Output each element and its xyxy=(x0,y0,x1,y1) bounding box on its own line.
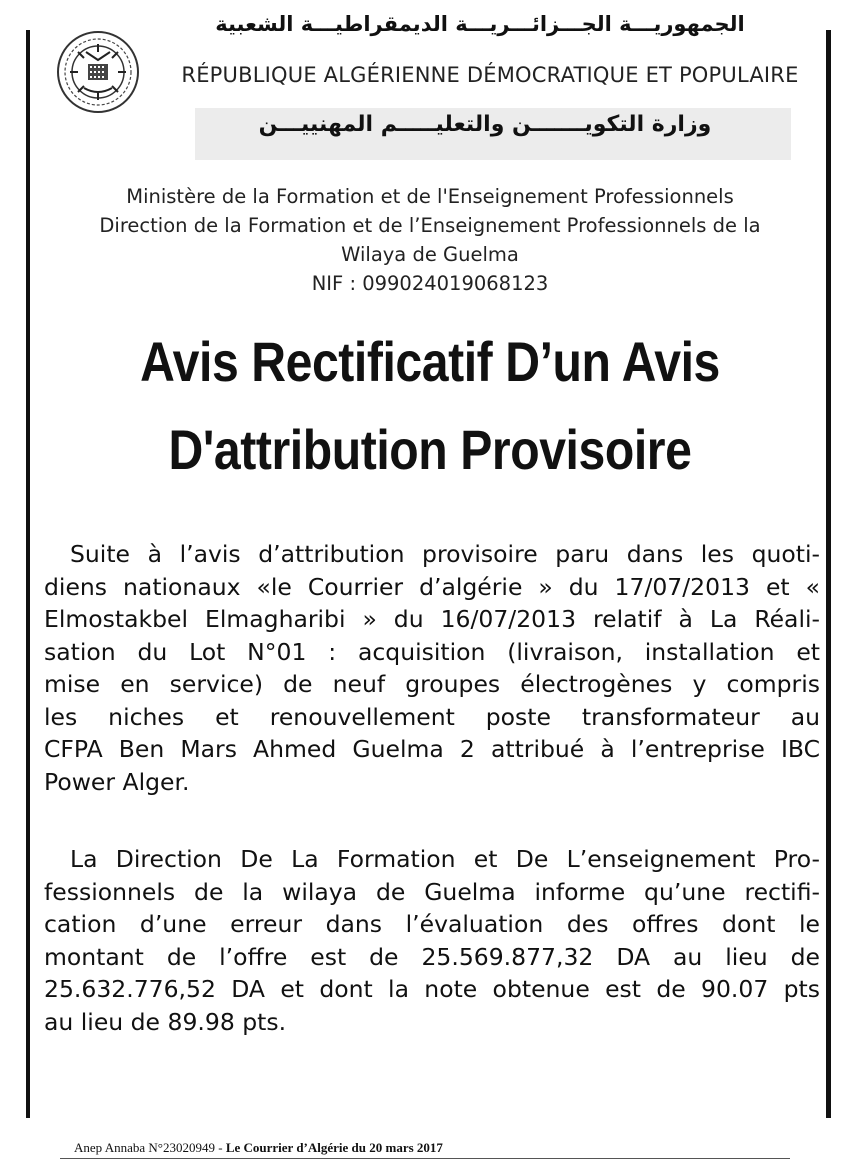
right-border xyxy=(826,30,831,1118)
wilaya-line: Wilaya de Guelma xyxy=(341,243,519,266)
arabic-republic-heading: الجمهوريـــة الجـــزائـــريـــة الديمقراطيـــة الشعبية xyxy=(215,12,745,36)
paragraph-line: sation du Lot N°01 : acquisition (livraison, installation et xyxy=(44,637,820,666)
ministry-line: Ministère de la Formation et de l'Enseignement Professionnels xyxy=(126,185,734,208)
paragraph-line: mise en service) de neuf groupes électrogènes y compris xyxy=(44,670,820,698)
arabic-ministry-heading: وزارة التكويـــــــن والتعليـــــم المهنييـــن xyxy=(258,112,712,137)
paragraph-line: au lieu de 89.98 pts. xyxy=(44,1007,287,1036)
paragraph-line: Power Alger. xyxy=(44,767,190,796)
footer-reference: Anep Annaba N°23020949 xyxy=(74,1140,215,1155)
ministry-emblem-icon xyxy=(56,30,140,114)
paragraph-line: La Direction De La Formation et De L’enseignement Pro- xyxy=(70,845,820,873)
paragraph-line: CFPA Ben Mars Ahmed Guelma 2 attribué à l’entreprise IBC xyxy=(44,735,820,763)
footer-publication: Le Courrier d’Algérie du 20 mars 2017 xyxy=(225,1140,443,1155)
footer-separator: - xyxy=(214,1140,226,1155)
administration-block xyxy=(40,182,820,298)
paragraph-1 xyxy=(44,538,820,798)
footer xyxy=(74,1140,443,1156)
paragraph-line: montant de l’offre est de 25.569.877,32 DA au lieu de xyxy=(44,942,820,971)
direction-line: Direction de la Formation et de l’Enseignement Professionnels de la xyxy=(99,214,761,237)
paragraph-line: cation d’une erreur dans l’évaluation des offres dont le xyxy=(44,910,820,938)
title-line-2: D'attribution Provisoire xyxy=(168,418,692,481)
paragraph-line: fessionnels de la wilaya de Guelma informe qu’une rectifi- xyxy=(44,877,820,906)
republic-heading: RÉPUBLIQUE ALGÉRIENNE DÉMOCRATIQUE ET POPULAIRE xyxy=(181,63,799,87)
paragraph-line: Suite à l’avis d’attribution provisoire paru dans les quoti- xyxy=(70,540,820,568)
paragraph-line: diens nationaux «le Courrier d’algérie » du 17/07/2013 et « xyxy=(44,572,820,601)
paragraph-line: Elmostakbel Elmagharibi » du 16/07/2013 relatif à La Réali- xyxy=(44,605,820,633)
title-line-1: Avis Rectificatif D’un Avis xyxy=(140,330,720,393)
paragraph-line: les niches et renouvellement poste transformateur au xyxy=(44,702,820,731)
paragraph-2 xyxy=(44,843,820,1038)
footer-rule xyxy=(60,1158,790,1159)
left-border xyxy=(26,30,30,1118)
notice-title xyxy=(95,318,766,494)
nif-line: NIF : 099024019068123 xyxy=(311,272,549,295)
paragraph-line: 25.632.776,52 DA et dont la note obtenue est de 90.07 pts xyxy=(44,975,820,1003)
